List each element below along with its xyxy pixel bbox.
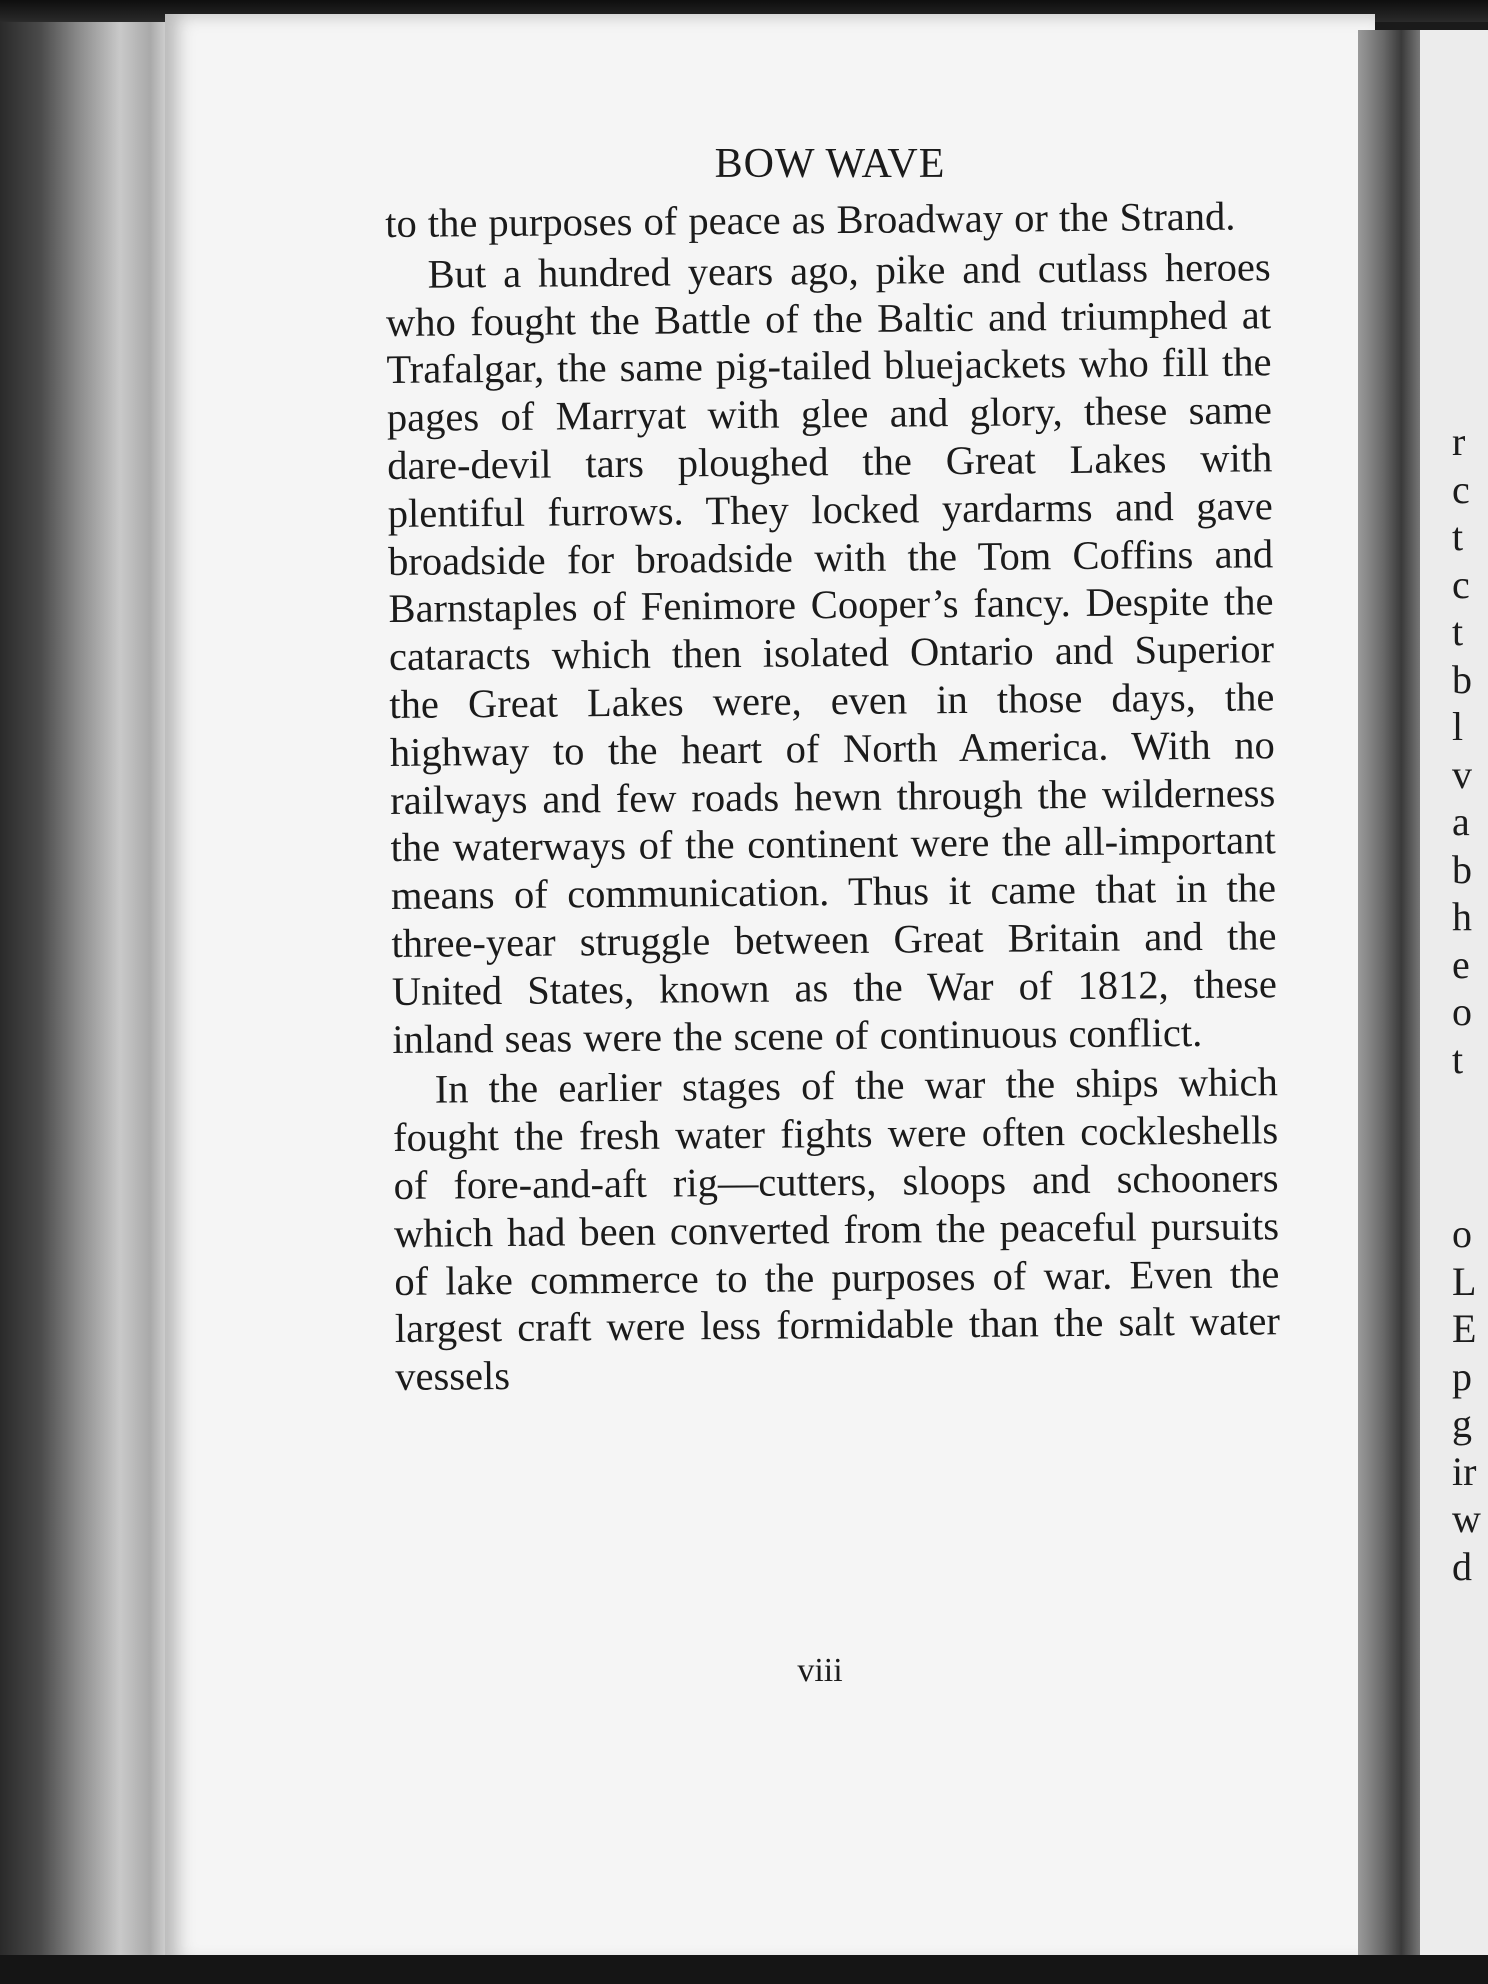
book-edge-left [0, 0, 180, 1984]
running-head: BOW WAVE [714, 141, 946, 187]
paragraph: But a hundred years ago, pike and cutlass heroes who fought the Battle of the Baltic and triumphed at Trafalgar, the same pig-tailed bluejackets who fill the pages of Marryat with glee and glory, these same dare-devil tars ploughed the Great Lakes with plentiful furrows. They locked yardarms and gave broadside for broadside with the Tom Coffins and Barnstaples of Fenimore Cooper’s fancy. Despite the cataracts which then isolated Ontario and Superior the Great Lakes were, even in those days, the highway to the heart of North America. With no railways and few roads hewn through the wilderness the waterways of the continent were the all-important means of communication. Thus it came that in the three-year struggle between Great Britain and the United States, known as the War of 1812, these inland seas were the scene of continuous conflict. [385, 244, 1278, 1062]
page-number: viii [797, 1652, 843, 1689]
body-text [385, 192, 1280, 1401]
paragraph: In the earlier stages of the war the ships which fought the fresh water fights were often cockleshells of fore-and-aft rig—cutters, sloops and schooners which had been converted from the peaceful pursuits of lake commerce to the purposes of war. Even the largest craft were less formidable than the salt water vessels [392, 1059, 1281, 1400]
book-gutter [1358, 30, 1420, 1970]
facing-page-fragments-lower: o L E p g ir w d [1452, 1211, 1481, 1589]
paragraph-continued: to the purposes of peace as Broadway or the Strand. [385, 193, 1236, 246]
scan-shadow-bottom [0, 1955, 1488, 1984]
facing-page-fragments-upper: r c t c t b l v a b h e o t [1452, 419, 1472, 1082]
